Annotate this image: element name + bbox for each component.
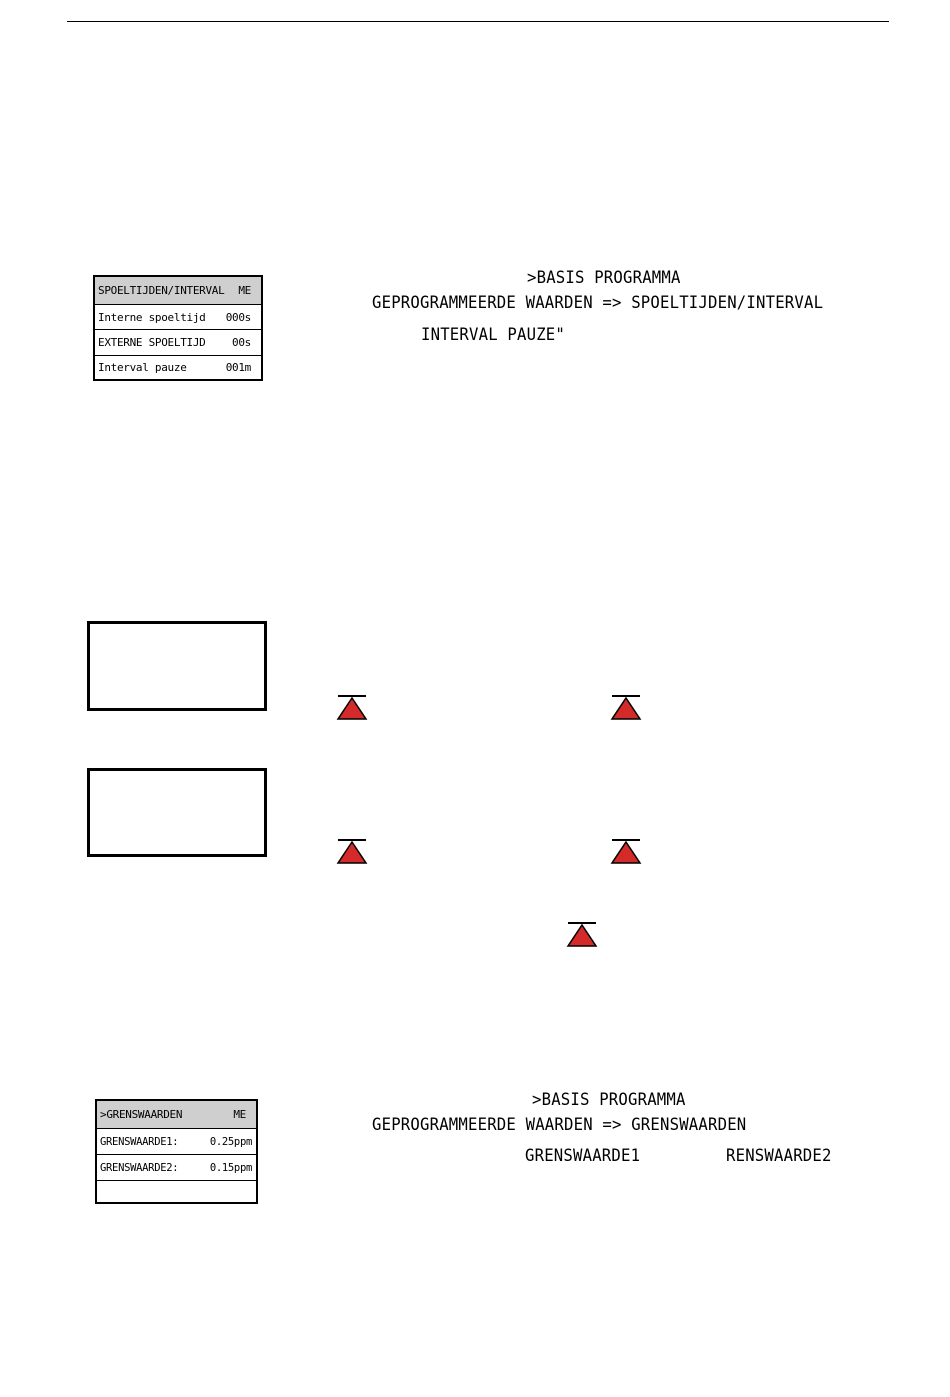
- lcd-row-value: 0.25ppm: [209, 1135, 252, 1148]
- lcd-header: [97, 1101, 256, 1129]
- lcd-row: [95, 305, 261, 330]
- blank-display-box: [87, 768, 267, 857]
- lcd-row-label: GRENSWAARDE1:: [100, 1135, 179, 1148]
- lcd-row-label: GRENSWAARDE2:: [100, 1161, 179, 1174]
- lcd-row: [97, 1129, 256, 1155]
- lcd-row-label: Interval pauze: [98, 361, 187, 374]
- menu-item-name: GRENSWAARDE1: [525, 1146, 641, 1166]
- up-arrow-key-icon: [336, 694, 368, 720]
- menu-item-name: INTERVAL PAUZE": [421, 325, 566, 345]
- lcd-header-mode: ME: [238, 284, 251, 297]
- up-arrow-key-icon: [336, 838, 368, 864]
- lcd-row: [97, 1181, 256, 1202]
- up-arrow-key-icon: [610, 694, 642, 720]
- lcd-header-title: >GRENSWAARDEN: [100, 1108, 183, 1121]
- lcd-row-value: 000s: [225, 310, 251, 324]
- menu-path-root: >BASIS PROGRAMMA: [527, 268, 681, 288]
- up-arrow-key-icon: [610, 838, 642, 864]
- lcd-row: [95, 356, 261, 379]
- lcd-panel-interval: [93, 275, 263, 381]
- lcd-row: [95, 330, 261, 356]
- blank-display-box: [87, 621, 267, 711]
- lcd-header-mode: ME: [233, 1108, 246, 1121]
- menu-path: GEPROGRAMMEERDE WAARDEN => SPOELTIJDEN/INTERVAL: [372, 293, 824, 313]
- lcd-header: [95, 277, 261, 305]
- lcd-row-value: 0.15ppm: [209, 1161, 252, 1174]
- up-arrow-key-icon: [566, 921, 598, 947]
- header-rule: [67, 21, 889, 22]
- lcd-row-label: Interne spoeltijd: [98, 310, 206, 324]
- menu-item-name: RENSWAARDE2: [726, 1146, 832, 1166]
- menu-path: GEPROGRAMMEERDE WAARDEN => GRENSWAARDEN: [372, 1115, 747, 1135]
- lcd-row-value: 001m: [225, 361, 251, 374]
- lcd-header-title: SPOELTIJDEN/INTERVAL: [98, 284, 225, 297]
- lcd-panel-limits: [95, 1099, 258, 1204]
- lcd-row-value: 00s: [232, 336, 251, 349]
- menu-path-root: >BASIS PROGRAMMA: [532, 1090, 686, 1110]
- lcd-row: [97, 1155, 256, 1181]
- lcd-row-label: EXTERNE SPOELTIJD: [98, 336, 206, 349]
